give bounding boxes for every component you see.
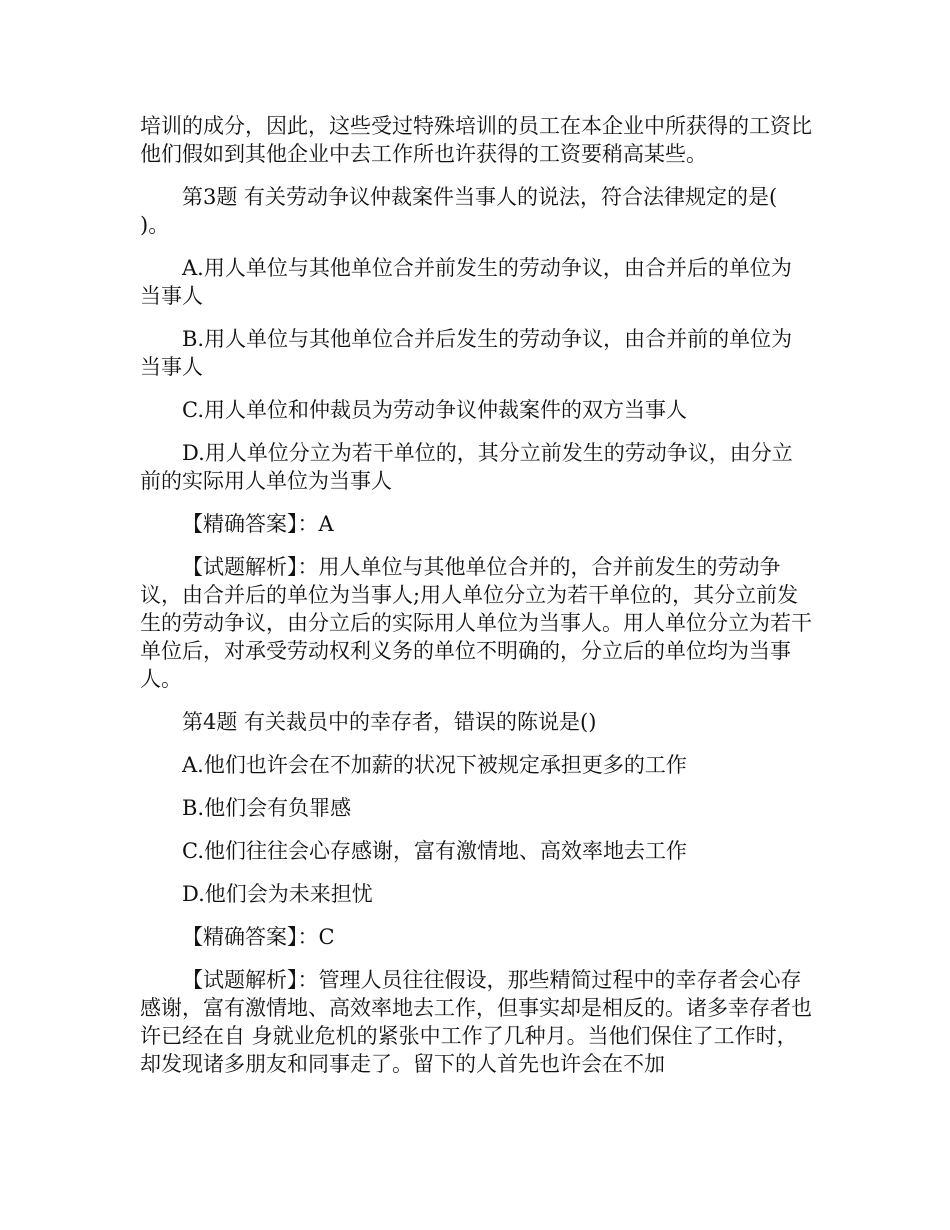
question-3-answer: 【精确答案】：A <box>182 512 334 536</box>
question-4-option-d: D.他们会为未来担忧 <box>182 882 373 906</box>
question-4-option-a: A.他们也许会在不加薪的状况下被规定承担更多的工作 <box>182 753 687 777</box>
question-3-stem: 第3题 有关劳动争议仲裁案件当事人的说法，符合法律规定的是( )。 <box>140 185 820 237</box>
question-4-stem: 第4题 有关裁员中的幸存者，错误的陈说是() <box>182 710 597 734</box>
question-4-option-b: B.他们会有负罪感 <box>182 796 352 820</box>
question-3-option-d: D.用人单位分立为若干单位的，其分立前发生的劳动争议，由分立前的实际用人单位为当事人 <box>140 441 793 493</box>
paragraph-continuation: 培训的成分，因此，这些受过特殊培训的员工在本企业中所获得的工资比他们假如到其他企业中去工作所也许获得的工资要稍高某些。 <box>140 114 812 166</box>
question-4-answer: 【精确答案】：C <box>182 925 335 949</box>
question-4-option-c: C.他们往往会心存感谢，富有激情地、高效率地去工作 <box>182 839 687 863</box>
question-4-explanation: 【试题解析】：管理人员往往假设，那些精简过程中的幸存者会心存感谢，富有激情地、高效率地去工作，但事实却是相反的。诸多幸存者也许已经在自 身就业危机的紧张中工作了几种月。当他们保住了工作时，却发现诸多朋友和同事走了。留下的人首先也许会在不加 <box>140 968 812 1076</box>
question-3-option-b: B.用人单位与其他单位合并后发生的劳动争议，由合并前的单位为当事人 <box>140 327 793 379</box>
question-3-option-a: A.用人单位与其他单位合并前发生的劳动争议，由合并后的单位为当事人 <box>140 256 792 308</box>
question-3-explanation: 【试题解析】：用人单位与其他单位合并的，合并前发生的劳动争议，由合并后的单位为当事人;用人单位分立为若干单位的，其分立前发生的劳动争议，由分立后的实际用人单位为当事人。用人单位分立为若干单位后，对承受劳动权利义务的单位不明确的，分立后的单位均为当事人。 <box>140 555 812 691</box>
document-body <box>140 112 820 1093</box>
question-3-option-c: C.用人单位和仲裁员为劳动争议仲裁案件的双方当事人 <box>182 398 687 422</box>
